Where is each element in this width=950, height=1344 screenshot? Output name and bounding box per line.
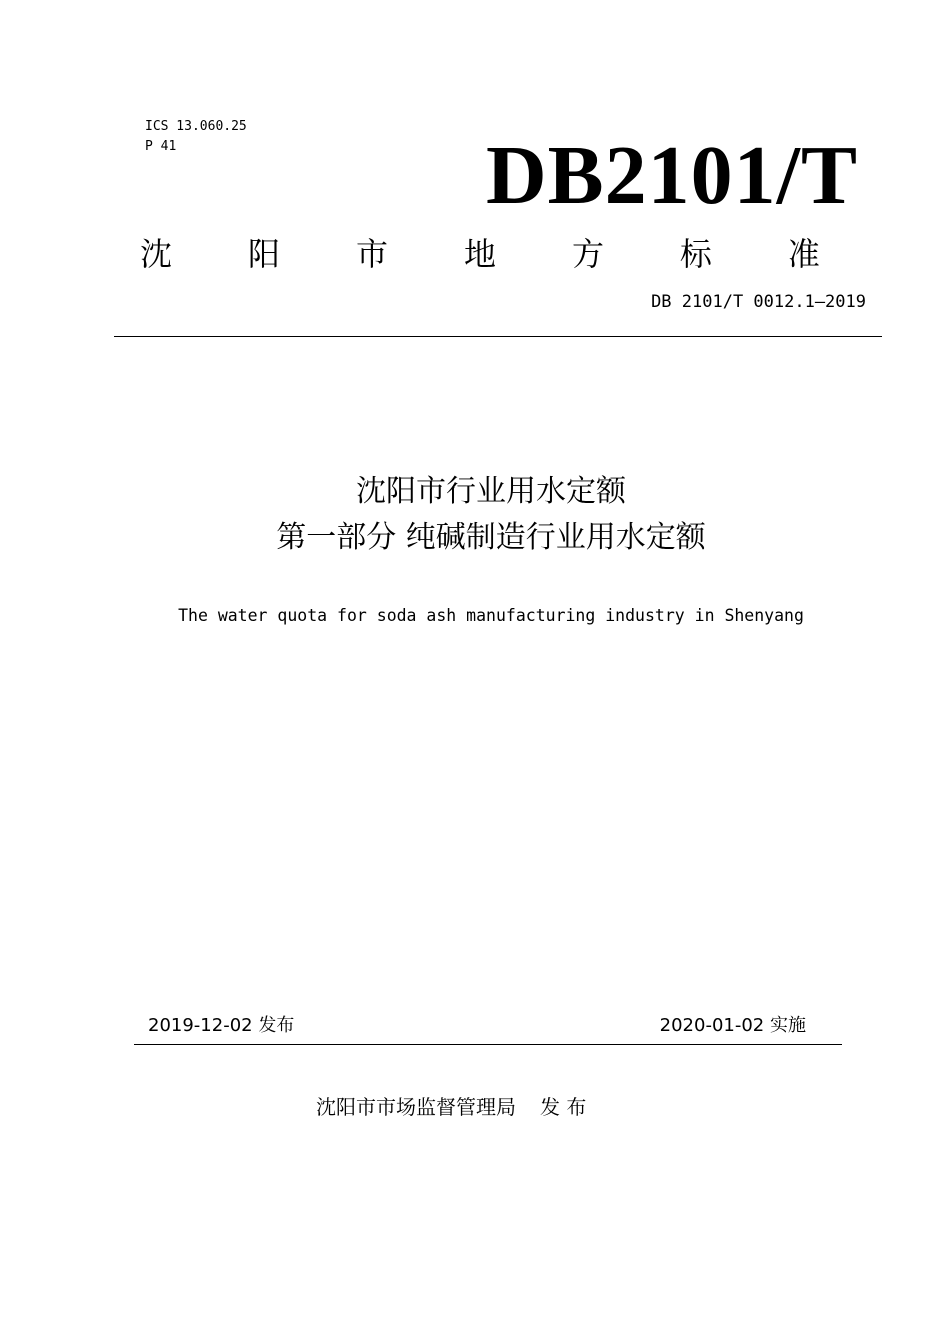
issuer-action: 发 布 <box>540 1095 587 1119</box>
ics-code: ICS 13.060.25 <box>145 119 247 134</box>
document-title-line2: 第一部分 纯碱制造行业用水定额 <box>276 520 706 555</box>
standard-type-char: 阳 <box>247 235 280 273</box>
document-title-line1: 沈阳市行业用水定额 <box>356 474 626 509</box>
standard-type-char: 准 <box>787 235 820 273</box>
header-divider <box>114 336 882 337</box>
standard-type-char: 地 <box>463 235 496 273</box>
footer-divider <box>134 1044 842 1045</box>
standard-type <box>140 232 820 276</box>
issuer-name: 沈阳市市场监督管理局 <box>316 1095 516 1119</box>
implementation-date: 2020-01-02 实施 <box>659 1015 806 1036</box>
issuer <box>316 1092 586 1122</box>
ccs-code: P 41 <box>145 139 177 154</box>
standard-type-char: 沈 <box>140 235 173 273</box>
standard-number: DB 2101/T 0012.1—2019 <box>651 292 866 312</box>
standard-type-char: 市 <box>355 235 388 273</box>
document-title-english: The water quota for soda ash manufacturing industry in Shenyang <box>178 606 804 625</box>
standard-type-char: 方 <box>571 235 604 273</box>
issue-date: 2019-12-02 发布 <box>148 1015 295 1036</box>
standard-type-char: 标 <box>679 235 712 273</box>
standard-logo: DB2101/T <box>485 129 858 222</box>
